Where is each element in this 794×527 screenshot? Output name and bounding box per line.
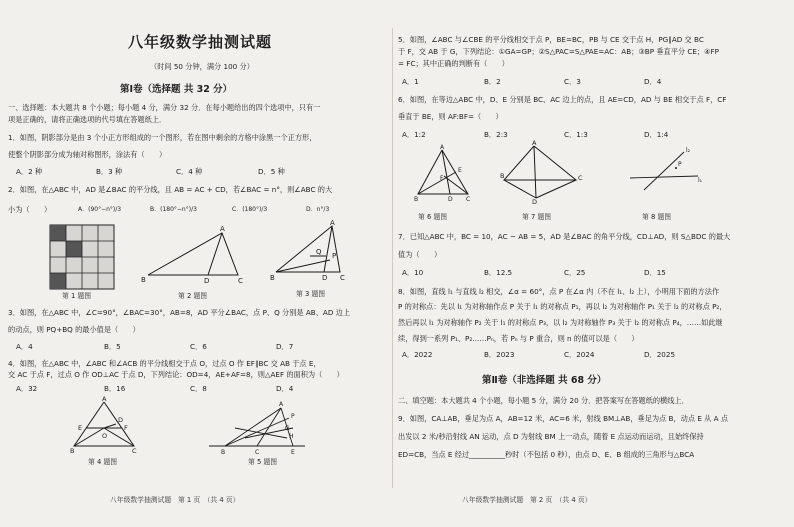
- svg-text:C: C: [578, 174, 583, 182]
- q3-text-2: 的动点，则 PQ+BQ 的最小值是（ ）: [8, 325, 140, 334]
- svg-text:H: H: [289, 433, 294, 440]
- section-1-heading: 第Ⅰ卷（选择题 共 32 分）: [120, 84, 233, 95]
- svg-text:O: O: [102, 432, 108, 440]
- svg-text:P: P: [291, 413, 295, 420]
- q8-text-3: 然后再以 l₁ 为对称轴作 P₂ 关于 l₁ 的对称点 P₃，以 l₂ 为对称轴作 P₃ 关于 l₂ 的对称点 P₄，……如此继: [398, 318, 723, 327]
- svg-text:C: C: [255, 449, 260, 456]
- svg-text:Q: Q: [316, 248, 322, 256]
- q7-text-1: 7．已知△ABC 中，BC = 10，AC − AB = 5，AD 是∠BAC 的角平分线，CD⊥AD，则 S△BDC 的最大: [398, 232, 731, 241]
- exam-title: 八年级数学抽测试题: [128, 33, 273, 51]
- q1-option-b: B．3 种: [96, 167, 123, 176]
- svg-text:A: A: [440, 144, 445, 151]
- svg-text:B: B: [270, 274, 275, 282]
- q6-option-d: D．1:4: [644, 130, 669, 139]
- q1-option-c: C．4 种: [176, 167, 203, 176]
- svg-text:D: D: [532, 198, 538, 206]
- svg-text:C: C: [340, 274, 345, 282]
- svg-text:A: A: [102, 395, 107, 403]
- figure-5-diagram: [205, 398, 315, 456]
- q9-text-3: ED=CB，当点 E 经过__________秒时（不包括 0 秒），由点 D、E、B 组成的三角形与△BCA: [398, 450, 695, 459]
- q6-option-a: A．1:2: [402, 130, 426, 139]
- q5-option-d: D．4: [644, 77, 662, 86]
- figure-2-caption: 第 2 题图: [178, 292, 208, 300]
- q6-text-2: 垂直于 BE，则 AF:BF=（ ）: [398, 112, 503, 121]
- q1-option-a: A．2 种: [16, 167, 43, 176]
- q2-option-c: C．(180°)/3: [232, 206, 268, 213]
- instruction-line-2: 项是正确的，请将正确选项的代号填在答题纸上．: [8, 115, 167, 124]
- svg-text:B: B: [500, 172, 505, 180]
- svg-text:A: A: [220, 225, 225, 233]
- q4-option-a: A．32: [16, 384, 38, 393]
- figure-3-triangle: [270, 220, 360, 286]
- q8-option-c: C．2024: [564, 350, 595, 359]
- instruction-line-1: 一、选择题：本大题共 8 个小题；每小题 4 分，满分 32 分．在每小题给出的四个选项中，只有一: [8, 103, 321, 112]
- q3-option-b: B．5: [104, 342, 121, 351]
- figure-4-triangle: [70, 395, 140, 455]
- svg-text:A: A: [330, 219, 335, 227]
- footer-page-2: 八年级数学抽测试题 第 2 页 （共 4 页）: [462, 496, 592, 504]
- svg-text:A: A: [532, 139, 537, 147]
- q7-text-2: 值为（ ）: [398, 250, 442, 259]
- q7-option-c: C．25: [564, 268, 586, 277]
- q2-option-b: B．(180°−n°)/3: [150, 206, 197, 213]
- q5-text-2: 于 F，交 AB 于 G，下列结论：①GA=GP；②S△PAC=S△PAE=AC：AB；③BP 垂直平分 CE；④FP: [398, 47, 720, 56]
- q8-option-d: D．2025: [644, 350, 676, 359]
- footer-page-1: 八年级数学抽测试题 第 1 页 （共 4 页）: [110, 496, 240, 504]
- q4-option-c: C．8: [190, 384, 207, 393]
- figure-3-caption: 第 3 题图: [296, 290, 326, 298]
- section-2-heading: 第Ⅱ卷（非选择题 共 68 分）: [482, 375, 607, 386]
- q8-text-1: 8．如图，直线 l₁ 与直线 l₂ 相交，∠α = 60°，点 P 在∠α 内（不在 l₁、l₂ 上），小明用下面的方法作: [398, 287, 720, 296]
- svg-text:D: D: [204, 277, 210, 285]
- svg-text:E: E: [458, 167, 462, 174]
- figure-5-caption: 第 5 题图: [248, 458, 278, 466]
- figure-4-caption: 第 4 题图: [88, 458, 118, 466]
- svg-text:P: P: [332, 252, 337, 260]
- q2-text-2: 小为（ ）: [8, 205, 52, 214]
- svg-text:l₁: l₁: [698, 177, 703, 184]
- q7-option-b: B．12.5: [484, 268, 513, 277]
- q4-option-b: B．16: [104, 384, 126, 393]
- q3-text-1: 3．如图，在△ABC 中，∠C=90°，∠BAC=30°，AB=8，AD 平分∠BAC，点 P、Q 分别是 AB、AD 边上: [8, 308, 351, 317]
- q3-option-d: D．7: [276, 342, 294, 351]
- q7-option-a: A．10: [402, 268, 424, 277]
- q8-text-4: 续，得到一系列 P₁、P₂……Pₙ，若 Pₙ 与 P 重合，则 n 的值可以是（ ）: [398, 334, 639, 343]
- q2-text-1: 2．如图，在△ABC 中，AD 是∠BAC 的平分线，且 AB = AC + CD，若∠BAC = n°，则∠ABC 的大: [8, 185, 333, 194]
- q5-option-b: B．2: [484, 77, 501, 86]
- svg-text:l₂: l₂: [686, 147, 691, 154]
- q5-text-1: 5．如图，∠ABC 与∠CBE 的平分线相交于点 P，BE=BC，PB 与 CE 交于点 H，PG∥AD 交 BC: [398, 35, 704, 44]
- svg-text:B: B: [221, 449, 226, 456]
- q1-text-2: 使整个阴影部分成为轴对称图形，涂法有（ ）: [8, 150, 167, 159]
- page-2: [392, 0, 794, 527]
- q8-text-2: P 的对称点：先以 l₁ 为对称轴作点 P 关于 l₁ 的对称点 P₁，再以 l₂ 为对称轴作 P₁ 关于 l₂ 的对称点 P₂，: [398, 302, 727, 311]
- svg-text:E: E: [78, 424, 83, 432]
- svg-text:B: B: [414, 196, 419, 203]
- q6-option-c: C．1:3: [564, 130, 588, 139]
- q9-text-2: 出发以 2 米/秒沿射线 AN 运动，点 D 为射线 BM 上一动点，随着 E 点运动而运动，且始终保持: [398, 432, 704, 441]
- svg-text:D: D: [448, 196, 453, 203]
- figure-7-triangle: [500, 139, 584, 206]
- q6-option-b: B．2:3: [484, 130, 508, 139]
- page-1: [0, 0, 392, 527]
- q7-option-d: D．15: [644, 268, 666, 277]
- q9-text-1: 9．如图，CA⊥AB，垂足为点 A，AB=12 米，AC=6 米，射线 BM⊥AB，垂足为点 B，动点 E 从 A 点: [398, 414, 729, 423]
- q4-text-1: 4．如图，在△ABC 中，∠ABC 和∠ACB 的平分线相交于点 O，过点 O 作 EF∥BC 交 AB 于点 E，: [8, 359, 321, 368]
- svg-text:A: A: [279, 401, 284, 408]
- q4-text-2: 交 AC 于点 F，过点 O 作 OD⊥AC 于点 D，下列结论：OD=4，AE+AF=8，则△AEF 的面积为（ ）: [8, 370, 344, 379]
- svg-text:D: D: [118, 416, 124, 424]
- svg-text:C: C: [466, 196, 471, 203]
- svg-text:F: F: [440, 175, 444, 182]
- svg-text:D: D: [322, 274, 328, 282]
- figure-7-caption: 第 7 题图: [522, 213, 552, 221]
- svg-text:B: B: [70, 447, 75, 455]
- svg-text:G: G: [285, 425, 290, 432]
- q6-text-1: 6．如图，在等边△ABC 中，D、E 分别是 BC、AC 边上的点，且 AE=CD，AD 与 BE 相交于点 F，CF: [398, 95, 727, 104]
- q8-option-b: B．2023: [484, 350, 515, 359]
- q5-option-a: A．1: [402, 77, 419, 86]
- q2-option-d: D．n°/3: [306, 206, 330, 213]
- figure-6-caption: 第 6 题图: [418, 213, 448, 221]
- q1-option-d: D．5 种: [258, 167, 285, 176]
- svg-text:C: C: [132, 447, 137, 455]
- q3-option-a: A．4: [16, 342, 33, 351]
- exam-time: （时间 50 分钟，满分 100 分）: [150, 62, 254, 71]
- figure-6-triangle: [414, 146, 474, 202]
- figure-8-lines: [624, 146, 704, 196]
- q3-option-c: C．6: [190, 342, 207, 351]
- figure-8-caption: 第 8 题图: [642, 213, 672, 221]
- q1-text-1: 1．如图，阴影部分是由 3 个小正方形组成的一个图形，若在图中剩余的方格中涂黑一个正方形，: [8, 133, 317, 142]
- q4-option-d: D．4: [276, 384, 294, 393]
- q8-option-a: A．2022: [402, 350, 433, 359]
- svg-text:F: F: [124, 424, 128, 432]
- svg-text:C: C: [238, 277, 243, 285]
- figure-1-caption: 第 1 题图: [62, 292, 92, 300]
- q5-text-3: = FC；其中正确的判断有（ ）: [398, 59, 509, 68]
- svg-text:B: B: [141, 276, 146, 284]
- fill-in-instruction: 二、填空题：本大题共 4 个小题，每小题 5 分，满分 20 分．把答案写在答题纸的横线上．: [398, 396, 689, 405]
- q5-option-c: C．3: [564, 77, 581, 86]
- svg-text:P: P: [678, 161, 682, 168]
- svg-text:E: E: [291, 449, 295, 456]
- q2-option-a: A．(90°−n°)/3: [78, 206, 122, 213]
- figure-2-triangle: [140, 225, 250, 285]
- figure-1-grid: [50, 225, 114, 289]
